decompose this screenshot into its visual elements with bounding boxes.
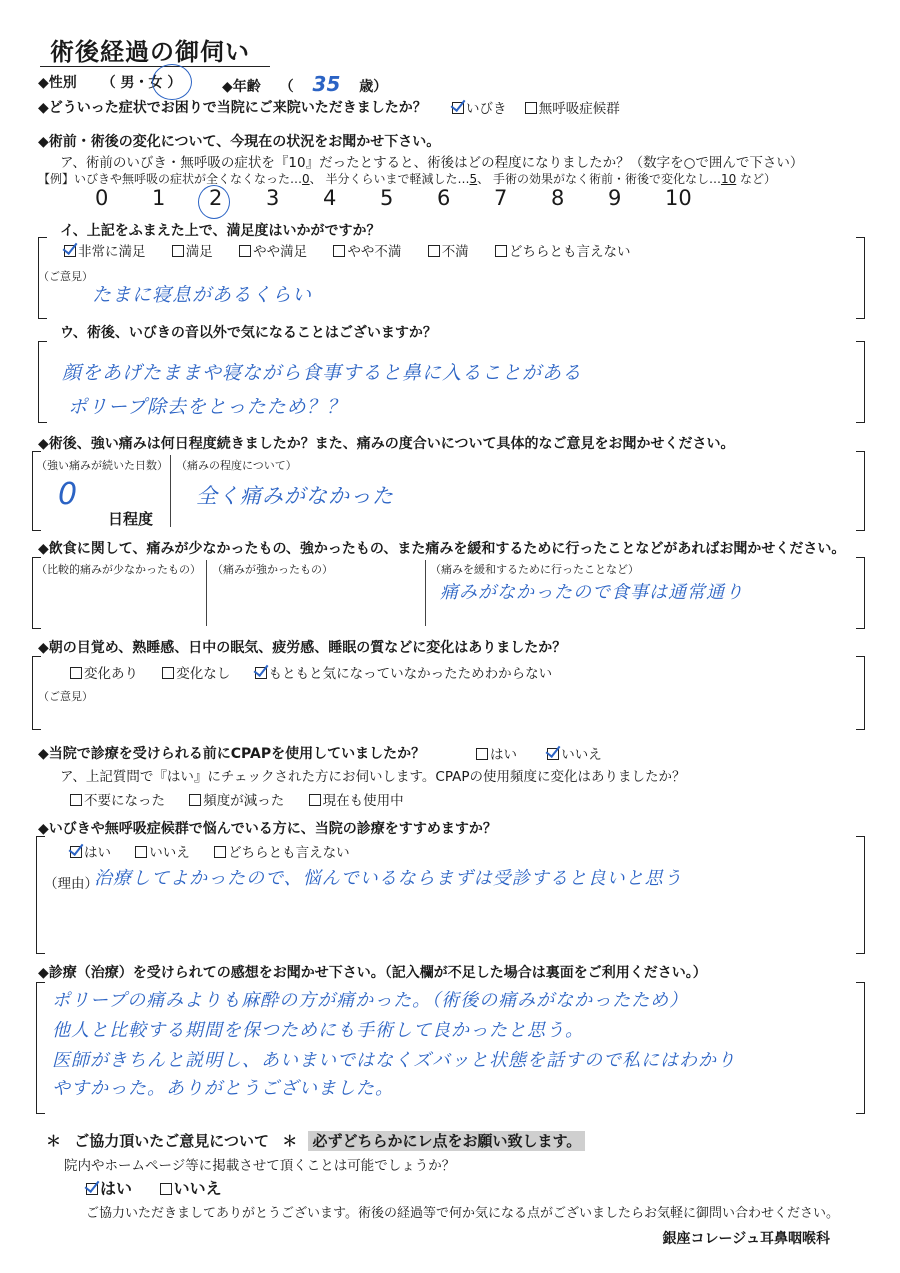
satisfaction-options: 非常に満足 満足 やや満足 やや不満 不満 どちらとも言えない <box>64 240 630 260</box>
consent-highlight: 必ずどちらかにレ点をお願い致します。 <box>308 1131 585 1151</box>
gender-row: ◆性別 （ 男・女 ） <box>38 75 182 91</box>
somewhat-satisfied-checkbox[interactable] <box>239 245 251 257</box>
scale-9[interactable]: 9 <box>608 186 622 210</box>
scale-4[interactable]: 4 <box>323 186 337 210</box>
neither-checkbox[interactable] <box>495 245 507 257</box>
recommend-no-checkbox[interactable] <box>135 846 147 858</box>
pain-bracket-right <box>856 451 865 531</box>
very-satisfied-checkbox[interactable] <box>64 245 76 257</box>
cpap-sub-a: ア、上記質問で『はい』にチェックされた方にお伺いします。CPAPの使用頻度に変化はありましたか？ <box>60 769 686 785</box>
cpap-no-checkbox[interactable] <box>547 748 559 760</box>
pain-degree-label: （痛みの程度について） <box>176 459 297 472</box>
impression-line4[interactable]: やすかった。ありがとうございました。 <box>52 1078 394 1099</box>
recommend-reason-label: （理由） <box>44 876 98 892</box>
cpap-freq-options: 不要になった 頻度が減った 現在も使用中 <box>70 789 404 809</box>
other-concern-bracket-left <box>38 341 47 423</box>
other-concern-answer-line2[interactable]: ポリープ除去をとったため？？ <box>68 396 347 418</box>
change-sub-a: ア、術前のいびき・無呼吸の症状を『10』だったとすると、術後はどの程度になりましたか？（数字を○で囲んで下さい） <box>60 155 804 171</box>
satisfaction-opinion-label: （ご意見） <box>38 270 93 283</box>
diet-divider-2 <box>425 560 426 626</box>
consent-question: 院内やホームページ等に掲載させて頂くことは可能でしょうか？ <box>64 1158 456 1174</box>
impression-bracket-right <box>856 982 865 1114</box>
pain-degree-answer[interactable]: 全く痛みがなかった <box>196 484 394 508</box>
pain-question: ◆術後、強い痛みは何日程度続きましたか？また、痛みの度合いについて具体的なご意見をお聞かせください。 <box>38 436 735 452</box>
morning-options: 変化あり 変化なし もともと気になっていなかったためわからない <box>70 662 552 682</box>
satisfaction-answer[interactable]: たまに寝息があるくらい <box>92 284 313 306</box>
gender-label: ◆性別 <box>38 75 77 91</box>
symptom-options <box>452 97 620 117</box>
gender-male[interactable]: 男 <box>120 75 135 91</box>
age-value[interactable]: 35 <box>312 72 341 96</box>
somewhat-dissatisfied-checkbox[interactable] <box>333 245 345 257</box>
impression-line3[interactable]: 医師がきちんと説明し、あいまいではなくズバッと状態を話すので私にはわかり <box>52 1050 736 1071</box>
recommend-options: はい いいえ どちらとも言えない <box>70 841 350 861</box>
title-underline <box>40 66 270 67</box>
satisfaction-question: イ、上記をふまえた上で、満足度はいかがですか？ <box>60 223 381 239</box>
consent-yes-checkbox[interactable] <box>86 1183 98 1195</box>
diet-col2-label: （痛みが強かったもの） <box>212 563 333 576</box>
pain-days-label: （強い痛みが続いた日数） <box>36 459 168 472</box>
apnea-label: 無呼吸症候群 <box>538 101 620 117</box>
scale-selected-circle <box>198 185 230 219</box>
diet-col3-label: （痛みを緩和するために行ったことなど） <box>430 563 639 576</box>
dissatisfied-checkbox[interactable] <box>428 245 440 257</box>
morning-unchanged-checkbox[interactable] <box>162 667 174 679</box>
other-concern-answer-line1[interactable]: 顔をあげたままや寝ながら食事すると鼻に入ることがある <box>62 362 583 384</box>
morning-opinion-label: （ご意見） <box>38 690 93 703</box>
change-question: ◆術前・術後の変化について、今現在の状況をお聞かせ下さい。 <box>38 134 441 150</box>
morning-bracket-right <box>856 656 865 730</box>
change-example: 【例】いびきや無呼吸の症状が全くなくなった…0、 半分くらいまで軽減した…5、 手術の効果がなく術前・術後で変化なし…10 など） <box>38 172 777 186</box>
gender-female-circle <box>152 64 192 100</box>
scale-2[interactable]: 2 <box>209 186 223 210</box>
scale-5[interactable]: 5 <box>380 186 394 210</box>
recommend-bracket-left <box>36 836 45 954</box>
symptom-question: ◆どういった症状でお困りで当院にご来院いただきましたか？ <box>38 100 427 116</box>
page-title: 術後経過の御伺い <box>50 38 250 66</box>
satisfied-checkbox[interactable] <box>172 245 184 257</box>
pain-days-value[interactable]: 0 <box>58 477 78 512</box>
cpap-reduced-checkbox[interactable] <box>189 794 201 806</box>
other-concern-question: ウ、術後、いびきの音以外で気になることはございますか？ <box>60 325 437 341</box>
recommend-question: ◆いびきや無呼吸症候群で悩んでいる方に、当院の診療をすすめますか？ <box>38 821 497 837</box>
pain-days-unit: 日程度 <box>108 510 154 528</box>
consent-options: はい いいえ <box>86 1176 222 1199</box>
age-row: ◆年齢 （ 35 歳） <box>222 72 388 96</box>
scale-row <box>95 186 722 210</box>
scale-8[interactable]: 8 <box>551 186 565 210</box>
scale-3[interactable]: 3 <box>266 186 280 210</box>
recommend-yes-checkbox[interactable] <box>70 846 82 858</box>
morning-changed-checkbox[interactable] <box>70 667 82 679</box>
pain-divider <box>170 455 171 527</box>
recommend-bracket-right <box>856 836 865 954</box>
recommend-neither-checkbox[interactable] <box>214 846 226 858</box>
satisfaction-bracket-right <box>856 237 865 319</box>
diet-col3-answer[interactable]: 痛みがなかったので食事は通常通り <box>440 582 744 603</box>
clinic-name: 銀座コレージュ耳鼻咽喉科 <box>662 1231 830 1247</box>
diet-col1-label: （比較的痛みが少なかったもの） <box>36 563 201 576</box>
snoring-label: いびき <box>466 101 507 117</box>
consent-heading: ご協力頂いたご意見について <box>74 1132 269 1150</box>
consent-heading-row: ＊ ご協力頂いたご意見について ＊ 必ずどちらかにレ点をお願い致します。 <box>46 1130 585 1151</box>
cpap-unneeded-checkbox[interactable] <box>70 794 82 806</box>
cpap-yes-checkbox[interactable] <box>476 748 488 760</box>
scale-0[interactable]: 0 <box>95 186 109 210</box>
cpap-still-using-checkbox[interactable] <box>309 794 321 806</box>
consent-thanks: ご協力いただきましてありがとうございます。術後の経過等で何か気になる点がございましたらお気軽に御問い合わせください。 <box>86 1206 839 1221</box>
scale-1[interactable]: 1 <box>152 186 166 210</box>
morning-unknown-checkbox[interactable] <box>255 667 267 679</box>
snoring-checkbox[interactable] <box>452 102 464 114</box>
cpap-options: はい いいえ <box>476 743 602 763</box>
scale-6[interactable]: 6 <box>437 186 451 210</box>
impression-line2[interactable]: 他人と比較する期間を保つためにも手術して良かったと思う。 <box>52 1020 584 1041</box>
diet-question: ◆飲食に関して、痛みが少なかったもの、強かったもの、また痛みを緩和するために行ったことなどがあればお聞かせください。 <box>38 541 846 557</box>
scale-10[interactable]: 10 <box>665 186 692 210</box>
consent-no-checkbox[interactable] <box>160 1183 172 1195</box>
morning-question: ◆朝の目覚め、熟睡感、日中の眠気、疲労感、睡眠の質などに変化はありましたか？ <box>38 640 567 656</box>
impression-bracket-left <box>36 982 45 1114</box>
gender-female[interactable]: 女 <box>148 75 163 91</box>
other-concern-bracket-right <box>856 341 865 423</box>
impression-line1[interactable]: ポリープの痛みよりも麻酔の方が痛かった。（術後の痛みがなかったため） <box>52 990 689 1011</box>
apnea-checkbox[interactable] <box>525 102 537 114</box>
cpap-question: ◆当院で診療を受けられる前にCPAPを使用していましたか？ <box>38 746 426 762</box>
recommend-reason-answer[interactable]: 治療してよかったので、悩んでいるならまずは受診すると良いと思う <box>94 868 683 889</box>
diet-divider-1 <box>206 560 207 626</box>
diet-bracket-right <box>856 557 865 629</box>
scale-7[interactable]: 7 <box>494 186 508 210</box>
impression-question: ◆診療（治療）を受けられての感想をお聞かせ下さい。（記入欄が不足した場合は裏面をご利用ください。） <box>38 965 707 981</box>
age-label: ◆年齢 <box>222 79 261 95</box>
